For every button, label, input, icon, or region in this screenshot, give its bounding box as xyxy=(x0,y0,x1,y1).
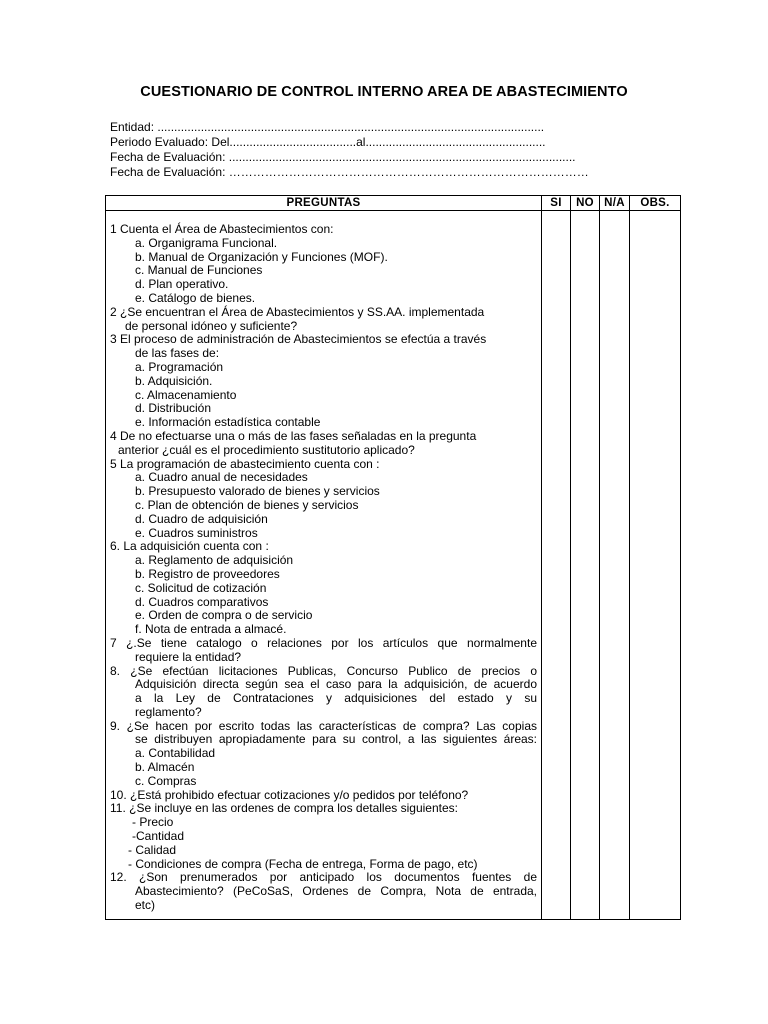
question-line: a. Reglamento de adquisición xyxy=(135,553,294,568)
header-na: N/A xyxy=(600,196,630,211)
question-line: b. Adquisición. xyxy=(135,373,213,388)
question-line: 2 ¿Se encuentran el Área de Abastecimientos y SS.AA. implementada xyxy=(110,304,485,319)
question-line: Adquisición directa según sea el caso para la adquisición, de acuerdo xyxy=(135,677,537,692)
header-preguntas: PREGUNTAS xyxy=(106,196,542,211)
question-line: c. Solicitud de cotización xyxy=(135,580,267,595)
fecha-label-2: Fecha de Evaluación: xyxy=(110,165,229,179)
question-line: c. Plan de obtención de bienes y servicios xyxy=(135,497,359,512)
question-line: b. Manual de Organización y Funciones (MOF). xyxy=(135,249,388,264)
fecha-label-1: Fecha de Evaluación: xyxy=(110,150,229,164)
question-line: - Calidad xyxy=(128,842,177,857)
question-line: d. Plan operativo. xyxy=(135,277,229,292)
question-line: requiere la entidad? xyxy=(135,649,242,664)
question-line: reglamento? xyxy=(135,704,202,719)
fecha-blank-2: ……………………………………………………………………………… xyxy=(228,165,589,179)
question-line: 1 Cuenta el Área de Abastecimientos con: xyxy=(110,222,334,236)
question-line: 10. ¿Está prohibido efectuar cotizaciones y/o pedidos por teléfono? xyxy=(110,787,469,802)
question-line: a. Contabilidad xyxy=(135,746,216,761)
question-line: b. Presupuesto valorado de bienes y servicios xyxy=(135,484,380,499)
question-line: a. Organigrama Funcional. xyxy=(135,235,278,250)
question-line: anterior ¿cuál es el procedimiento sustitutorio aplicado? xyxy=(118,442,415,457)
question-line: 9. ¿Se hacen por escrito todas las características de compra? Las copias xyxy=(110,718,537,733)
periodo-label: Periodo Evaluado: Del xyxy=(110,135,230,149)
question-line: d. Distribución xyxy=(135,401,212,416)
question-line: e. Información estadística contable xyxy=(135,415,321,430)
header-obs: OBS. xyxy=(630,196,681,211)
header-si: SI xyxy=(542,196,571,211)
question-line: de personal idóneo y suficiente? xyxy=(125,318,298,333)
question-line: a. Programación xyxy=(135,359,224,374)
header-fecha-2 xyxy=(110,165,589,179)
table-body-row xyxy=(106,211,681,920)
header-entidad xyxy=(110,120,544,134)
fecha-blank-1: ........................................................................................................ xyxy=(228,150,576,164)
question-line: de las fases de: xyxy=(135,346,220,361)
question-line: b. Registro de proveedores xyxy=(135,566,280,581)
na-column[interactable] xyxy=(600,211,630,920)
question-line: 5 La programación de abastecimiento cuenta con : xyxy=(110,456,380,471)
question-line: d. Cuadros comparativos xyxy=(135,594,269,609)
si-column[interactable] xyxy=(542,211,571,920)
page-title: CUESTIONARIO DE CONTROL INTERNO AREA DE ABASTECIMIENTO xyxy=(140,84,628,100)
question-line: - Condiciones de compra (Fecha de entrega, Forma de pago, etc) xyxy=(128,856,478,871)
question-line: 7 ¿.Se tiene catalogo o relaciones por los artículos que normalmente xyxy=(110,635,537,650)
question-line: 3 El proceso de administración de Abastecimientos se efectúa a través xyxy=(110,332,487,347)
periodo-blank: ......................................al...................................................... xyxy=(229,135,546,149)
question-line: 12. ¿Son prenumerados por anticipado los documentos fuentes de xyxy=(110,870,537,885)
question-line: c. Compras xyxy=(135,773,197,788)
obs-column[interactable] xyxy=(630,211,681,920)
question-line: d. Cuadro de adquisición xyxy=(135,511,268,526)
question-line: etc) xyxy=(135,898,156,913)
entidad-blank: .................................................................................................................... xyxy=(157,120,545,134)
table-header-row xyxy=(106,196,681,211)
question-line: e. Orden de compra o de servicio xyxy=(135,608,313,623)
question-line: 6. La adquisición cuenta con : xyxy=(110,539,269,554)
question-line: b. Almacén xyxy=(135,760,195,775)
question-line: a la Ley de Contrataciones y adquisiciones del estado y su xyxy=(135,691,537,706)
header-fecha-1 xyxy=(110,150,575,164)
header-periodo xyxy=(110,135,546,149)
question-line: c. Manual de Funciones xyxy=(135,263,263,278)
question-line: 8. ¿Se efectúan licitaciones Publicas, Concurso Publico de precios o xyxy=(110,663,537,678)
question-line: c. Almacenamiento xyxy=(135,387,237,402)
question-line: e. Cuadros suministros xyxy=(135,525,258,540)
entidad-label: Entidad: xyxy=(110,120,158,134)
questionnaire-table xyxy=(105,195,681,920)
question-line: Abastecimiento? (PeCoSaS, Ordenes de Compra, Nota de entrada, xyxy=(135,884,537,899)
question-line: f. Nota de entrada a almacé. xyxy=(135,622,287,637)
no-column[interactable] xyxy=(571,211,600,920)
question-line: e. Catálogo de bienes. xyxy=(135,290,256,305)
question-line: - Precio xyxy=(132,815,174,830)
question-line: -Cantidad xyxy=(132,829,185,844)
header-no: NO xyxy=(571,196,600,211)
question-line: a. Cuadro anual de necesidades xyxy=(135,470,308,485)
question-line: 4 De no efectuarse una o más de las fases señaladas en la pregunta xyxy=(110,428,477,443)
question-line: se distribuyen apropiadamente para su control, a las siguientes áreas: xyxy=(135,732,537,747)
question-line: 11. ¿Se incluye en las ordenes de compra los detalles siguientes: xyxy=(110,801,458,816)
questions-cell xyxy=(106,211,542,920)
